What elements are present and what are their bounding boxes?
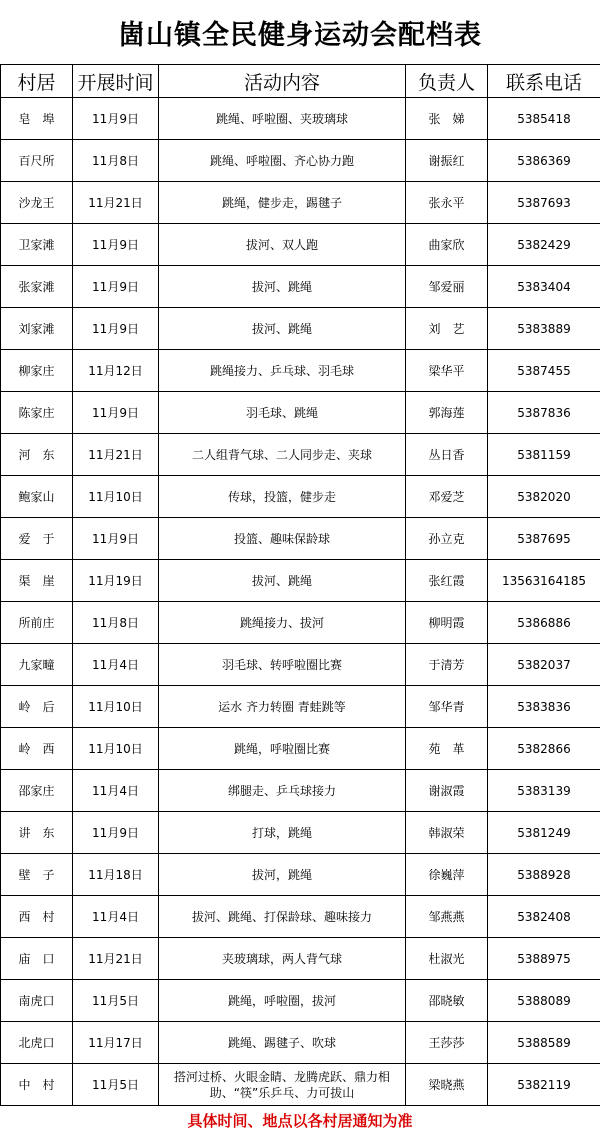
cell-person: 曲家欣: [406, 224, 488, 266]
cell-date: 11月9日: [73, 518, 159, 560]
page-title: 崮山镇全民健身运动会配档表: [118, 19, 482, 51]
cell-activity: 跳绳接力、乒乓球、羽毛球: [159, 350, 406, 392]
cell-phone: 5386369: [488, 140, 600, 182]
cell-date: 11月21日: [73, 182, 159, 224]
cell-activity: 跳绳，健步走，踢毽子: [159, 182, 406, 224]
cell-village: 所前庄: [1, 602, 73, 644]
cell-person: 邹爱丽: [406, 266, 488, 308]
cell-date: 11月4日: [73, 644, 159, 686]
cell-village: 刘家滩: [1, 308, 73, 350]
cell-date: 11月21日: [73, 938, 159, 980]
cell-date: 11月4日: [73, 896, 159, 938]
table-row: [1, 140, 600, 182]
cell-person: 苑 革: [406, 728, 488, 770]
cell-activity: 跳绳，呼啦圈比赛: [159, 728, 406, 770]
cell-village: 岭 西: [1, 728, 73, 770]
cell-village: 讲 东: [1, 812, 73, 854]
cell-phone: 5383404: [488, 266, 600, 308]
cell-phone: 5381159: [488, 434, 600, 476]
table-row: [1, 938, 600, 980]
table-row: [1, 392, 600, 434]
cell-phone: 5388089: [488, 980, 600, 1022]
cell-phone: 13563164185: [488, 560, 600, 602]
cell-activity: 羽毛球、转呼啦圈比赛: [159, 644, 406, 686]
cell-person: 王莎莎: [406, 1022, 488, 1064]
cell-date: 11月10日: [73, 476, 159, 518]
cell-activity: 拔河、跳绳、打保龄球、趣味接力: [159, 896, 406, 938]
cell-village: 皂 埠: [1, 98, 73, 140]
cell-activity: 跳绳，呼啦圈，拔河: [159, 980, 406, 1022]
cell-activity: 运水 齐力转圈 青蛙跳等: [159, 686, 406, 728]
cell-date: 11月10日: [73, 728, 159, 770]
cell-person: 张 娣: [406, 98, 488, 140]
table-header-row: [1, 65, 600, 98]
cell-phone: 5386886: [488, 602, 600, 644]
cell-person: 梁华平: [406, 350, 488, 392]
cell-date: 11月5日: [73, 1064, 159, 1106]
cell-activity: 拔河、双人跑: [159, 224, 406, 266]
cell-person: 丛日香: [406, 434, 488, 476]
cell-activity: 跳绳接力、拔河: [159, 602, 406, 644]
table-row: [1, 308, 600, 350]
cell-activity: 打球，跳绳: [159, 812, 406, 854]
cell-village: 张家滩: [1, 266, 73, 308]
cell-person: 邹燕燕: [406, 896, 488, 938]
table-row: [1, 644, 600, 686]
cell-person: 梁晓燕: [406, 1064, 488, 1106]
table-row: [1, 602, 600, 644]
cell-village: 河 东: [1, 434, 73, 476]
cell-person: 孙立克: [406, 518, 488, 560]
cell-phone: 5382866: [488, 728, 600, 770]
cell-date: 11月5日: [73, 980, 159, 1022]
cell-phone: 5383836: [488, 686, 600, 728]
cell-village: 南虎口: [1, 980, 73, 1022]
cell-village: 中 村: [1, 1064, 73, 1106]
table-row: [1, 476, 600, 518]
cell-village: 西 村: [1, 896, 73, 938]
cell-activity: 拔河、跳绳: [159, 308, 406, 350]
cell-activity: 拔河，跳绳: [159, 854, 406, 896]
cell-phone: 5382020: [488, 476, 600, 518]
cell-activity: 跳绳、呼啦圈、夹玻璃球: [159, 98, 406, 140]
cell-phone: 5382408: [488, 896, 600, 938]
cell-village: 北虎口: [1, 1022, 73, 1064]
cell-date: 11月17日: [73, 1022, 159, 1064]
header-person: 负责人: [406, 65, 488, 98]
cell-phone: 5387836: [488, 392, 600, 434]
cell-phone: 5381249: [488, 812, 600, 854]
cell-village: 壁 子: [1, 854, 73, 896]
cell-date: 11月8日: [73, 140, 159, 182]
header-activity: 活动内容: [159, 65, 406, 98]
cell-village: 爱 于: [1, 518, 73, 560]
cell-activity: 搭河过桥、火眼金睛、龙腾虎跃、鼎力相助、“筷”乐乒乓、力可拔山: [159, 1064, 406, 1106]
table-body: [1, 98, 600, 1106]
cell-date: 11月9日: [73, 812, 159, 854]
cell-date: 11月18日: [73, 854, 159, 896]
cell-person: 刘 艺: [406, 308, 488, 350]
cell-activity: 传球，投篮，健步走: [159, 476, 406, 518]
cell-village: 卫家滩: [1, 224, 73, 266]
table-row: [1, 350, 600, 392]
cell-person: 郭海莲: [406, 392, 488, 434]
cell-activity: 投篮、趣味保龄球: [159, 518, 406, 560]
cell-activity: 二人组背气球、二人同步走、夹球: [159, 434, 406, 476]
footer-note: 具体时间、地点以各村居通知为准: [187, 1112, 413, 1130]
table-row: [1, 770, 600, 812]
cell-date: 11月12日: [73, 350, 159, 392]
header-village: 村居: [1, 65, 73, 98]
cell-person: 于清芳: [406, 644, 488, 686]
schedule-table: [0, 64, 600, 1106]
table-row: [1, 266, 600, 308]
cell-phone: 5388589: [488, 1022, 600, 1064]
table-row: [1, 560, 600, 602]
cell-person: 邵晓敏: [406, 980, 488, 1022]
cell-activity: 跳绳、踢毽子、吹球: [159, 1022, 406, 1064]
cell-person: 柳明霞: [406, 602, 488, 644]
cell-date: 11月19日: [73, 560, 159, 602]
cell-phone: 5382429: [488, 224, 600, 266]
cell-phone: 5385418: [488, 98, 600, 140]
cell-activity: 夹玻璃球，两人背气球: [159, 938, 406, 980]
cell-person: 杜淑光: [406, 938, 488, 980]
cell-date: 11月21日: [73, 434, 159, 476]
cell-phone: 5387455: [488, 350, 600, 392]
table-row: [1, 980, 600, 1022]
cell-date: 11月9日: [73, 98, 159, 140]
cell-activity: 拔河、跳绳: [159, 560, 406, 602]
cell-phone: 5387695: [488, 518, 600, 560]
cell-village: 鲍家山: [1, 476, 73, 518]
cell-person: 徐巍萍: [406, 854, 488, 896]
table-row: [1, 98, 600, 140]
table-row: [1, 434, 600, 476]
cell-phone: 5387693: [488, 182, 600, 224]
cell-village: 邵家庄: [1, 770, 73, 812]
cell-person: 韩淑荣: [406, 812, 488, 854]
cell-date: 11月9日: [73, 392, 159, 434]
table-row: [1, 1064, 600, 1106]
cell-phone: 5383139: [488, 770, 600, 812]
cell-village: 陈家庄: [1, 392, 73, 434]
cell-village: 百尺所: [1, 140, 73, 182]
table-row: [1, 686, 600, 728]
header-phone: 联系电话: [488, 65, 600, 98]
table-row: [1, 854, 600, 896]
cell-activity: 拔河、跳绳: [159, 266, 406, 308]
cell-date: 11月9日: [73, 308, 159, 350]
cell-person: 邓爱芝: [406, 476, 488, 518]
cell-person: 谢淑霞: [406, 770, 488, 812]
cell-date: 11月8日: [73, 602, 159, 644]
cell-phone: 5388975: [488, 938, 600, 980]
cell-activity: 跳绳、呼啦圈、齐心协力跑: [159, 140, 406, 182]
cell-activity: 羽毛球、跳绳: [159, 392, 406, 434]
cell-date: 11月10日: [73, 686, 159, 728]
cell-village: 岭 后: [1, 686, 73, 728]
table-row: [1, 1022, 600, 1064]
cell-village: 渠 崖: [1, 560, 73, 602]
cell-village: 柳家庄: [1, 350, 73, 392]
cell-activity: 绑腿走、乒乓球接力: [159, 770, 406, 812]
cell-date: 11月9日: [73, 266, 159, 308]
table-row: [1, 518, 600, 560]
cell-date: 11月4日: [73, 770, 159, 812]
cell-village: 庙 口: [1, 938, 73, 980]
table-row: [1, 182, 600, 224]
table-row: [1, 224, 600, 266]
table-row: [1, 812, 600, 854]
cell-person: 张红霞: [406, 560, 488, 602]
table-row: [1, 728, 600, 770]
cell-phone: 5383889: [488, 308, 600, 350]
cell-person: 谢振红: [406, 140, 488, 182]
cell-phone: 5388928: [488, 854, 600, 896]
cell-person: 邹华青: [406, 686, 488, 728]
cell-date: 11月9日: [73, 224, 159, 266]
table-row: [1, 896, 600, 938]
cell-phone: 5382119: [488, 1064, 600, 1106]
cell-phone: 5382037: [488, 644, 600, 686]
header-date: 开展时间: [73, 65, 159, 98]
cell-person: 张永平: [406, 182, 488, 224]
cell-village: 九家疃: [1, 644, 73, 686]
cell-village: 沙龙王: [1, 182, 73, 224]
